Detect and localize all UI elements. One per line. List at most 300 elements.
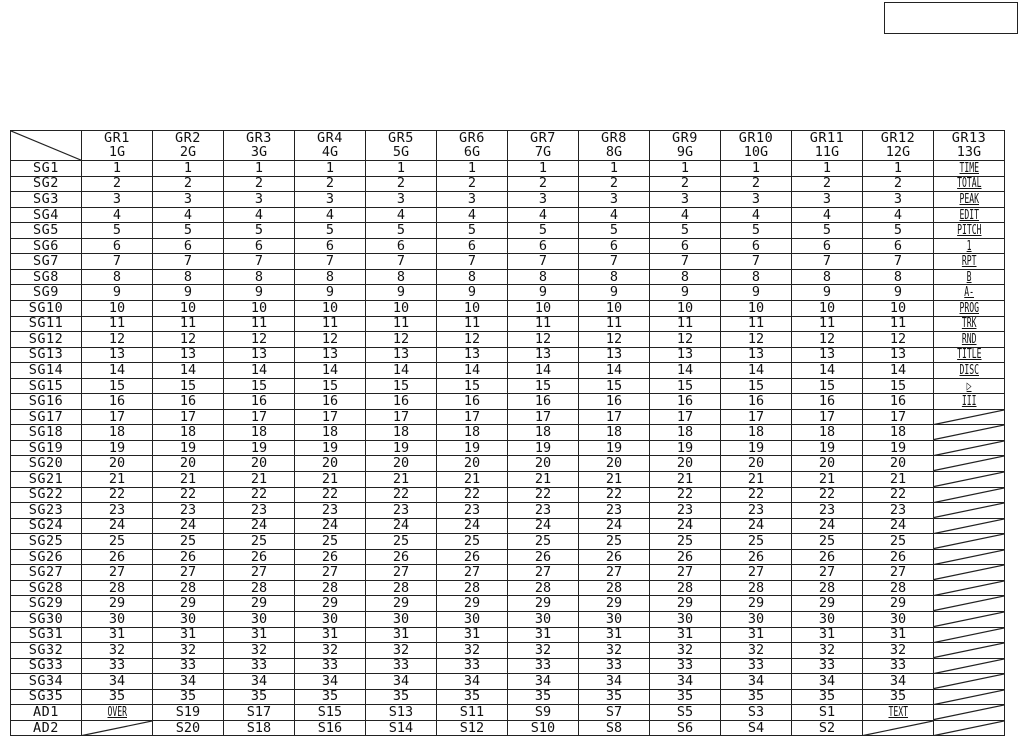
row-label: SG26 bbox=[11, 549, 82, 565]
table-cell: 18 bbox=[153, 425, 224, 441]
table-cell: 13 bbox=[508, 347, 579, 363]
empty-hatched-cell bbox=[863, 720, 934, 736]
table-cell: 12 bbox=[721, 332, 792, 348]
table-cell: 3 bbox=[792, 192, 863, 208]
table-cell: 32 bbox=[508, 643, 579, 659]
table-cell: 1 bbox=[82, 161, 153, 177]
table-cell: 15 bbox=[650, 378, 721, 394]
column-header-gr7: GR7 bbox=[508, 131, 579, 146]
table-cell: 28 bbox=[650, 580, 721, 596]
table-cell: 9 bbox=[863, 285, 934, 301]
table-cell: 25 bbox=[508, 534, 579, 550]
grid-header-7g: 7G bbox=[508, 146, 579, 161]
table-cell: 20 bbox=[863, 456, 934, 472]
table-cell: 21 bbox=[863, 472, 934, 488]
table-cell: 26 bbox=[650, 549, 721, 565]
table-cell: 29 bbox=[579, 596, 650, 612]
table-cell: 21 bbox=[650, 472, 721, 488]
table-cell: 7 bbox=[82, 254, 153, 270]
table-cell: 20 bbox=[579, 456, 650, 472]
empty-hatched-cell bbox=[934, 549, 1005, 565]
table-cell: 24 bbox=[366, 518, 437, 534]
table-cell: 23 bbox=[153, 503, 224, 519]
table-cell: 32 bbox=[437, 643, 508, 659]
table-cell: S16 bbox=[295, 720, 366, 736]
row-label: SG8 bbox=[11, 269, 82, 285]
table-cell: S6 bbox=[650, 720, 721, 736]
table-cell: 20 bbox=[366, 456, 437, 472]
row-label: SG22 bbox=[11, 487, 82, 503]
row-label: SG10 bbox=[11, 301, 82, 317]
table-cell: 17 bbox=[650, 409, 721, 425]
table-cell: 23 bbox=[863, 503, 934, 519]
table-cell: 31 bbox=[863, 627, 934, 643]
table-cell: 2 bbox=[82, 176, 153, 192]
table-cell: 27 bbox=[295, 565, 366, 581]
table-cell: 18 bbox=[82, 425, 153, 441]
table-cell: 2 bbox=[792, 176, 863, 192]
table-cell: 29 bbox=[650, 596, 721, 612]
gr13-label: B bbox=[966, 269, 972, 285]
column-header-gr9: GR9 bbox=[650, 131, 721, 146]
table-cell: 20 bbox=[153, 456, 224, 472]
table-cell: 18 bbox=[295, 425, 366, 441]
table-cell: 35 bbox=[295, 689, 366, 705]
table-cell: S15 bbox=[295, 705, 366, 721]
table-cell: S10 bbox=[508, 720, 579, 736]
row-label: SG29 bbox=[11, 596, 82, 612]
table-cell: 11 bbox=[224, 316, 295, 332]
table-cell: 22 bbox=[579, 487, 650, 503]
column-header-gr12: GR12 bbox=[863, 131, 934, 146]
table-cell: 10 bbox=[579, 301, 650, 317]
table-row bbox=[11, 347, 1005, 363]
grid-header-5g: 5G bbox=[366, 146, 437, 161]
table-cell: 2 bbox=[579, 176, 650, 192]
table-cell: 23 bbox=[508, 503, 579, 519]
table-cell: 8 bbox=[863, 269, 934, 285]
grid-header-10g: 10G bbox=[721, 146, 792, 161]
table-row bbox=[11, 472, 1005, 488]
table-cell: 20 bbox=[295, 456, 366, 472]
table-cell: 12 bbox=[366, 332, 437, 348]
table-cell: 19 bbox=[650, 440, 721, 456]
table-cell: 26 bbox=[153, 549, 224, 565]
table-cell: 32 bbox=[721, 643, 792, 659]
row-label: SG25 bbox=[11, 534, 82, 550]
table-row bbox=[11, 503, 1005, 519]
table-cell: 30 bbox=[508, 611, 579, 627]
table-cell: 21 bbox=[792, 472, 863, 488]
table-cell: 13 bbox=[650, 347, 721, 363]
table-cell: 8 bbox=[224, 269, 295, 285]
table-cell: 15 bbox=[508, 378, 579, 394]
table-row-ad2 bbox=[11, 720, 1005, 736]
table-cell: 4 bbox=[792, 207, 863, 223]
table-cell: 11 bbox=[82, 316, 153, 332]
table-cell: 4 bbox=[82, 207, 153, 223]
table-cell: 19 bbox=[508, 440, 579, 456]
table-cell: 32 bbox=[579, 643, 650, 659]
table-cell: 6 bbox=[82, 238, 153, 254]
empty-hatched-cell bbox=[934, 518, 1005, 534]
gr13-cell bbox=[934, 176, 1005, 192]
table-cell: 12 bbox=[863, 332, 934, 348]
table-cell: 23 bbox=[224, 503, 295, 519]
gr13-label: III bbox=[961, 393, 977, 410]
table-cell: 8 bbox=[792, 269, 863, 285]
table-cell: 23 bbox=[792, 503, 863, 519]
table-cell: 6 bbox=[366, 238, 437, 254]
table-cell: 7 bbox=[863, 254, 934, 270]
header-gr-row bbox=[11, 131, 1005, 146]
table-cell: 26 bbox=[295, 549, 366, 565]
segment-grid-table bbox=[10, 130, 1005, 736]
table-cell: 11 bbox=[863, 316, 934, 332]
table-row bbox=[11, 285, 1005, 301]
table-cell: 4 bbox=[650, 207, 721, 223]
table-cell: 13 bbox=[366, 347, 437, 363]
empty-hatched-cell bbox=[934, 627, 1005, 643]
empty-hatched-cell bbox=[934, 611, 1005, 627]
table-cell: 33 bbox=[650, 658, 721, 674]
grid-header-11g: 11G bbox=[792, 146, 863, 161]
table-cell: 3 bbox=[153, 192, 224, 208]
table-cell: 23 bbox=[721, 503, 792, 519]
table-cell: 17 bbox=[366, 409, 437, 425]
table-cell: 32 bbox=[650, 643, 721, 659]
table-cell: S7 bbox=[579, 705, 650, 721]
table-cell: 1 bbox=[863, 161, 934, 177]
row-label: SG3 bbox=[11, 192, 82, 208]
table-cell: 34 bbox=[508, 674, 579, 690]
table-cell: 19 bbox=[295, 440, 366, 456]
table-cell: 9 bbox=[82, 285, 153, 301]
table-cell: S8 bbox=[579, 720, 650, 736]
table-cell: 27 bbox=[437, 565, 508, 581]
row-label: SG1 bbox=[11, 161, 82, 177]
table-cell: 27 bbox=[153, 565, 224, 581]
table-cell: 11 bbox=[437, 316, 508, 332]
table-cell: 1 bbox=[508, 161, 579, 177]
table-cell: 14 bbox=[863, 363, 934, 379]
table-cell: 35 bbox=[721, 689, 792, 705]
table-cell: 18 bbox=[579, 425, 650, 441]
gr13-cell bbox=[934, 254, 1005, 270]
table-cell: 1 bbox=[650, 161, 721, 177]
table-cell: 22 bbox=[224, 487, 295, 503]
table-cell: S19 bbox=[153, 705, 224, 721]
grid-header-3g: 3G bbox=[224, 146, 295, 161]
table-cell: 9 bbox=[153, 285, 224, 301]
gr13-label: PROG bbox=[959, 300, 979, 316]
table-row bbox=[11, 301, 1005, 317]
table-cell: 34 bbox=[721, 674, 792, 690]
table-cell: 29 bbox=[721, 596, 792, 612]
table-cell: 29 bbox=[863, 596, 934, 612]
table-cell: 7 bbox=[153, 254, 224, 270]
table-cell: 6 bbox=[508, 238, 579, 254]
table-cell: 10 bbox=[153, 301, 224, 317]
row-label: SG16 bbox=[11, 394, 82, 410]
table-cell: 22 bbox=[650, 487, 721, 503]
table-cell: 34 bbox=[153, 674, 224, 690]
table-cell: 26 bbox=[508, 549, 579, 565]
corner-cell bbox=[11, 131, 82, 161]
table-cell: 1 bbox=[792, 161, 863, 177]
table-cell: 5 bbox=[437, 223, 508, 239]
gr13-cell bbox=[934, 207, 1005, 223]
table-cell: 33 bbox=[224, 658, 295, 674]
table-cell: 30 bbox=[295, 611, 366, 627]
table-row bbox=[11, 409, 1005, 425]
column-header-gr11: GR11 bbox=[792, 131, 863, 146]
table-cell: 4 bbox=[863, 207, 934, 223]
table-cell: 18 bbox=[508, 425, 579, 441]
row-label: AD1 bbox=[11, 705, 82, 721]
table-cell: 19 bbox=[863, 440, 934, 456]
table-cell: 8 bbox=[508, 269, 579, 285]
table-cell: 35 bbox=[579, 689, 650, 705]
gr13-label: TOTAL bbox=[956, 176, 982, 192]
empty-hatched-cell bbox=[934, 425, 1005, 441]
table-cell: 7 bbox=[792, 254, 863, 270]
table-cell: 34 bbox=[224, 674, 295, 690]
table-cell: 10 bbox=[508, 301, 579, 317]
row-label: SG11 bbox=[11, 316, 82, 332]
table-cell: 18 bbox=[366, 425, 437, 441]
table-cell: 10 bbox=[366, 301, 437, 317]
table-cell: 15 bbox=[579, 378, 650, 394]
table-cell: 22 bbox=[437, 487, 508, 503]
table-cell: 20 bbox=[224, 456, 295, 472]
table-cell: 33 bbox=[437, 658, 508, 674]
table-cell: 30 bbox=[863, 611, 934, 627]
table-cell: 27 bbox=[224, 565, 295, 581]
table-cell: 29 bbox=[295, 596, 366, 612]
table-cell: 24 bbox=[508, 518, 579, 534]
table-cell: 1 bbox=[295, 161, 366, 177]
table-cell: 3 bbox=[295, 192, 366, 208]
table-cell: 18 bbox=[721, 425, 792, 441]
table-row bbox=[11, 254, 1005, 270]
table-cell: 8 bbox=[153, 269, 224, 285]
table-cell: 14 bbox=[82, 363, 153, 379]
table-cell: 11 bbox=[650, 316, 721, 332]
table-cell: 30 bbox=[650, 611, 721, 627]
gr13-label: PITCH bbox=[956, 222, 982, 239]
table-cell: 15 bbox=[82, 378, 153, 394]
table-cell: 2 bbox=[721, 176, 792, 192]
table-cell: 20 bbox=[82, 456, 153, 472]
table-cell: 18 bbox=[224, 425, 295, 441]
empty-hatched-cell bbox=[934, 456, 1005, 472]
row-label: AD2 bbox=[11, 720, 82, 736]
row-label: SG15 bbox=[11, 378, 82, 394]
table-cell: 21 bbox=[82, 472, 153, 488]
table-cell: 21 bbox=[153, 472, 224, 488]
table-row bbox=[11, 518, 1005, 534]
table-row bbox=[11, 176, 1005, 192]
gr13-cell bbox=[934, 394, 1005, 410]
table-cell: 1 bbox=[224, 161, 295, 177]
table-cell: S12 bbox=[437, 720, 508, 736]
table-cell: 31 bbox=[579, 627, 650, 643]
gr13-label: RPT bbox=[961, 253, 977, 270]
gr13-cell bbox=[934, 285, 1005, 301]
table-cell: S13 bbox=[366, 705, 437, 721]
table-cell: 9 bbox=[650, 285, 721, 301]
table-cell: 27 bbox=[366, 565, 437, 581]
table-cell: 30 bbox=[579, 611, 650, 627]
table-cell: 10 bbox=[224, 301, 295, 317]
gr13-cell bbox=[934, 223, 1005, 239]
table-cell: 7 bbox=[224, 254, 295, 270]
table-cell: 26 bbox=[863, 549, 934, 565]
table-cell: 9 bbox=[579, 285, 650, 301]
column-header-gr5: GR5 bbox=[366, 131, 437, 146]
table-cell: 14 bbox=[153, 363, 224, 379]
table-cell: 14 bbox=[650, 363, 721, 379]
table-row bbox=[11, 223, 1005, 239]
table-cell: 7 bbox=[721, 254, 792, 270]
table-cell: 8 bbox=[295, 269, 366, 285]
table-cell: 30 bbox=[437, 611, 508, 627]
table-cell: 5 bbox=[295, 223, 366, 239]
table-cell: 26 bbox=[366, 549, 437, 565]
table-cell: 17 bbox=[437, 409, 508, 425]
table-cell: 25 bbox=[153, 534, 224, 550]
table-cell: 5 bbox=[579, 223, 650, 239]
table-row bbox=[11, 580, 1005, 596]
table-cell: 9 bbox=[295, 285, 366, 301]
table-cell: 9 bbox=[792, 285, 863, 301]
table-cell: 2 bbox=[366, 176, 437, 192]
gr13-cell bbox=[934, 238, 1005, 254]
table-cell: 25 bbox=[721, 534, 792, 550]
table-cell: 34 bbox=[650, 674, 721, 690]
gr13-cell bbox=[934, 316, 1005, 332]
table-cell: 32 bbox=[366, 643, 437, 659]
grid-header-2g: 2G bbox=[153, 146, 224, 161]
table-cell: 3 bbox=[224, 192, 295, 208]
table-cell: 10 bbox=[792, 301, 863, 317]
table-cell: 25 bbox=[82, 534, 153, 550]
table-cell: 7 bbox=[437, 254, 508, 270]
table-cell: 19 bbox=[366, 440, 437, 456]
table-cell: 4 bbox=[295, 207, 366, 223]
table-cell: S5 bbox=[650, 705, 721, 721]
table-cell: 15 bbox=[437, 378, 508, 394]
gr13-cell bbox=[934, 161, 1005, 177]
grid-header-12g: 12G bbox=[863, 146, 934, 161]
table-cell: 3 bbox=[579, 192, 650, 208]
table-cell: 30 bbox=[721, 611, 792, 627]
table-cell: 19 bbox=[792, 440, 863, 456]
table-cell: 4 bbox=[508, 207, 579, 223]
table-cell: 17 bbox=[295, 409, 366, 425]
table-cell: 1 bbox=[579, 161, 650, 177]
table-cell: 25 bbox=[863, 534, 934, 550]
table-cell: 5 bbox=[863, 223, 934, 239]
table-row bbox=[11, 316, 1005, 332]
table-cell: 16 bbox=[650, 394, 721, 410]
header-grid-row bbox=[11, 146, 1005, 161]
table-cell: 7 bbox=[579, 254, 650, 270]
table-cell: 28 bbox=[579, 580, 650, 596]
table-cell: 27 bbox=[721, 565, 792, 581]
table-row-ad1 bbox=[11, 705, 1005, 721]
table-cell: 9 bbox=[224, 285, 295, 301]
table-cell: 13 bbox=[437, 347, 508, 363]
table-cell: 18 bbox=[863, 425, 934, 441]
page-number-box bbox=[884, 2, 1018, 34]
table-cell: 33 bbox=[82, 658, 153, 674]
row-label: SG4 bbox=[11, 207, 82, 223]
table-cell: 32 bbox=[863, 643, 934, 659]
table-cell: 13 bbox=[224, 347, 295, 363]
table-cell: 11 bbox=[366, 316, 437, 332]
table-cell: 19 bbox=[579, 440, 650, 456]
table-cell: 35 bbox=[224, 689, 295, 705]
table-cell: 31 bbox=[295, 627, 366, 643]
table-cell: 29 bbox=[224, 596, 295, 612]
table-cell: 35 bbox=[153, 689, 224, 705]
table-cell: 19 bbox=[153, 440, 224, 456]
table-cell: 19 bbox=[721, 440, 792, 456]
table-row bbox=[11, 658, 1005, 674]
table-cell: 7 bbox=[508, 254, 579, 270]
empty-hatched-cell bbox=[934, 674, 1005, 690]
table-cell: 12 bbox=[224, 332, 295, 348]
row-label: SG5 bbox=[11, 223, 82, 239]
grid-header-1g: 1G bbox=[82, 146, 153, 161]
table-cell: 24 bbox=[153, 518, 224, 534]
table-cell: 35 bbox=[792, 689, 863, 705]
table-row bbox=[11, 161, 1005, 177]
table-cell: 31 bbox=[153, 627, 224, 643]
table-cell: 15 bbox=[721, 378, 792, 394]
table-cell: 32 bbox=[224, 643, 295, 659]
table-cell: 19 bbox=[224, 440, 295, 456]
table-cell: 22 bbox=[721, 487, 792, 503]
table-cell: 6 bbox=[650, 238, 721, 254]
table-cell: 32 bbox=[295, 643, 366, 659]
table-cell: 23 bbox=[295, 503, 366, 519]
gr13-cell bbox=[934, 269, 1005, 285]
table-cell: 17 bbox=[721, 409, 792, 425]
table-cell: 15 bbox=[366, 378, 437, 394]
column-header-gr8: GR8 bbox=[579, 131, 650, 146]
table-cell: 13 bbox=[863, 347, 934, 363]
table-cell: 18 bbox=[650, 425, 721, 441]
table-cell: 22 bbox=[792, 487, 863, 503]
table-cell: 27 bbox=[508, 565, 579, 581]
row-label: SG28 bbox=[11, 580, 82, 596]
table-cell: 17 bbox=[792, 409, 863, 425]
table-cell: 10 bbox=[437, 301, 508, 317]
table-cell: 30 bbox=[224, 611, 295, 627]
table-cell: 35 bbox=[863, 689, 934, 705]
table-cell: 16 bbox=[82, 394, 153, 410]
table-cell: 22 bbox=[863, 487, 934, 503]
table-cell: 22 bbox=[508, 487, 579, 503]
table-cell: S14 bbox=[366, 720, 437, 736]
column-header-gr3: GR3 bbox=[224, 131, 295, 146]
table-row bbox=[11, 674, 1005, 690]
table-cell: 31 bbox=[366, 627, 437, 643]
table-cell: 9 bbox=[437, 285, 508, 301]
